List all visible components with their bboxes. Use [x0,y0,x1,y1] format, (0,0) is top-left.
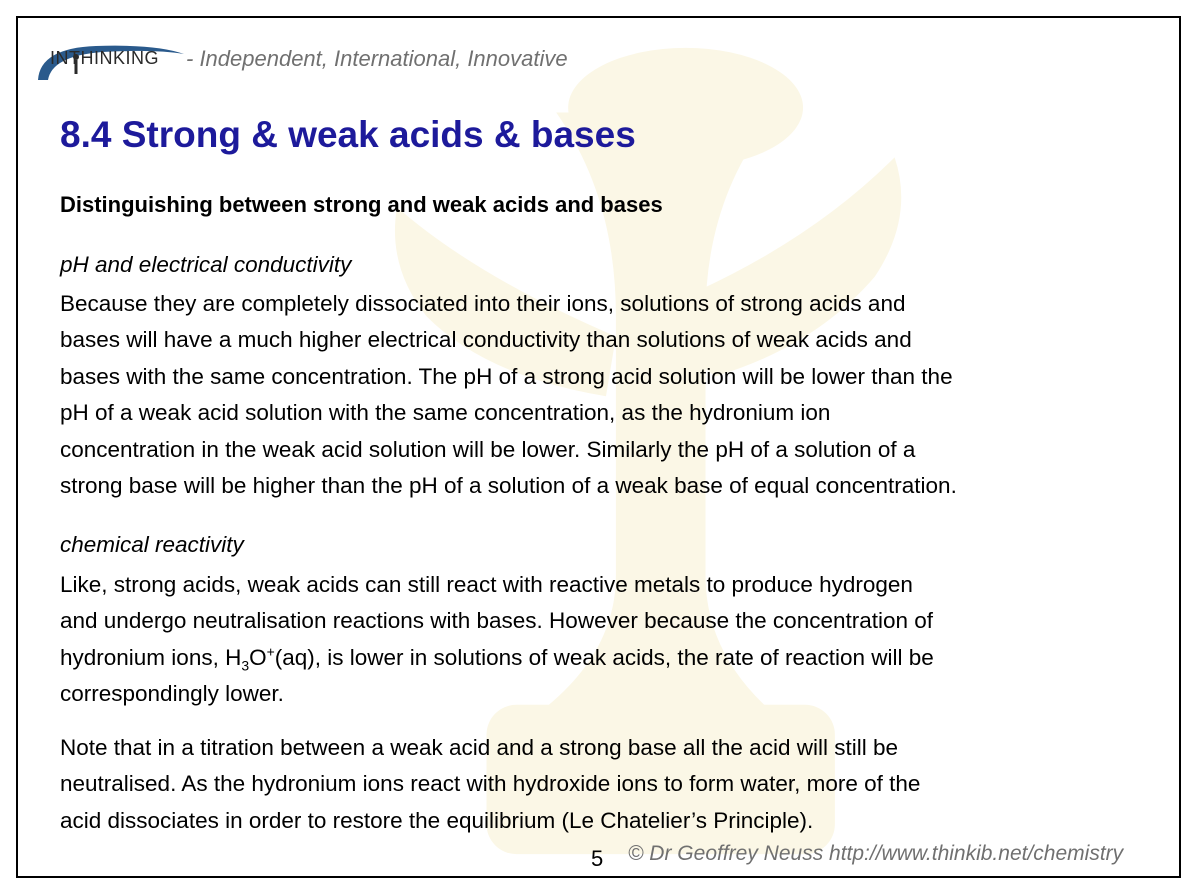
header-tagline: - Independent, International, Innovative [186,46,568,71]
paragraph-ph-conductivity [60,286,1170,504]
text-line: bases with the same concentration. The pH of a strong acid solution will be lower than the [60,363,953,389]
text-line: pH of a weak acid solution with the same concentration, as the hydronium ion [60,400,831,426]
text-line: correspondingly lower. [60,681,284,707]
text-line: concentration in the weak acid solution will be lower. Similarly the pH of a solution of a [60,436,916,462]
paragraph-titration-note [60,730,1170,839]
logo-text: INTHINKING [50,48,160,68]
subscript: 3 [241,657,250,674]
text-line: Like, strong acids, weak acids can still react with reactive metals to produce hydrogen [60,572,913,597]
text-line: strong base will be higher than the pH of a solution of a weak base of equal concentration. [60,473,957,499]
heading-ph-conductivity: pH and electrical conductivity [60,252,352,277]
formula-line [60,640,1170,676]
text-line: neutralised. As the hydronium ions react with hydroxide ions to form water, more of the [60,771,921,797]
text-line: Note that in a titration between a weak acid and a strong base all the acid will still be [60,735,898,760]
page-number: 5 [591,846,604,871]
superscript: + [266,643,275,660]
text-line: acid dissociates in order to restore the equilibrium (Le Chatelier’s Principle). [60,807,814,833]
text-line: and undergo neutralisation reactions with bases. However because the concentration of [60,608,934,634]
paragraph-chemical-reactivity [60,567,1170,713]
text-line: Because they are completely dissociated into their ions, solutions of strong acids and [60,291,906,316]
text-line: bases will have a much higher electrical conductivity than solutions of weak acids and [60,327,912,353]
slide-frame [16,16,1181,878]
heading-chemical-reactivity: chemical reactivity [60,532,244,557]
text-fragment: hydronium ions, H [60,644,242,670]
text-fragment: O [249,644,267,670]
section-subtitle: Distinguishing between strong and weak acids and bases [60,192,663,217]
text-fragment: (aq), is lower in solutions of weak acids, the rate of reaction will be [274,644,934,670]
page-title: 8.4 Strong & weak acids & bases [60,114,636,155]
footer-copyright: © Dr Geoffrey Neuss http://www.thinkib.net/chemistry [628,842,1124,865]
